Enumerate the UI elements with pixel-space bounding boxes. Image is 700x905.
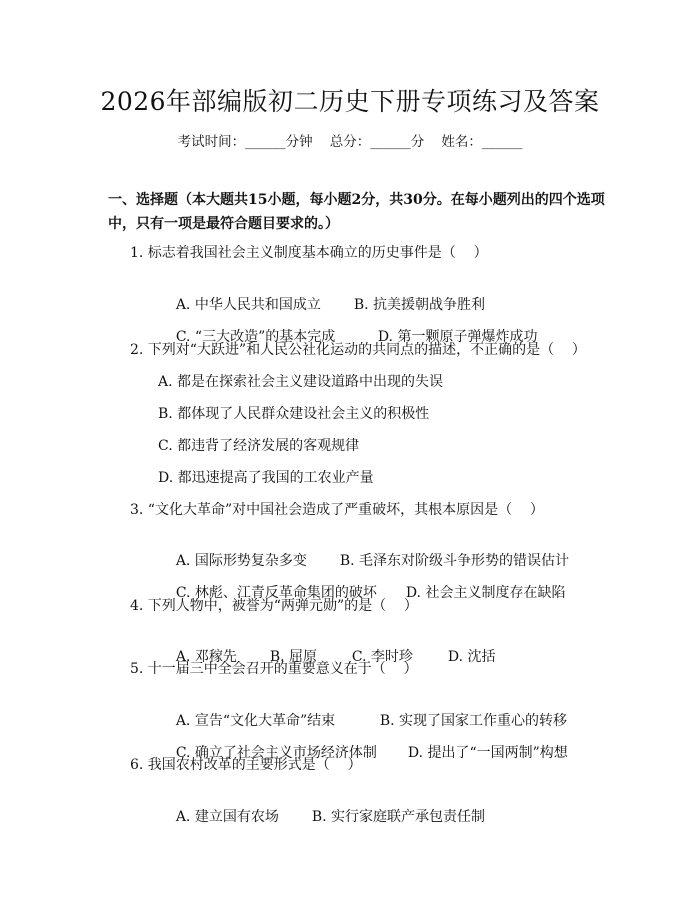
option-b[interactable]: B. 都体现了人民群众建设社会主义的积极性 [158, 406, 430, 422]
option-c[interactable]: C. “三大改造”的基本完成 [175, 329, 336, 345]
option-d[interactable]: D. 沈括 [447, 649, 496, 665]
question-stem: 6. 我国农村改革的主要形式是（ ） [130, 757, 362, 773]
option-b[interactable]: B. 抗美援朝战争胜利 [353, 297, 486, 313]
option-c[interactable]: C. 都违背了经济发展的客观规律 [158, 438, 360, 454]
question-stem: 2. 下列对“大跃进”和人民公社化运动的共同点的描述，不正确的是（ ） [130, 342, 586, 358]
option-d[interactable]: D. 都迅速提高了我国的工农业产量 [158, 470, 374, 486]
option-a[interactable]: A. 中华人民共和国成立 [175, 297, 321, 313]
option-b[interactable]: B. 实现了国家工作重心的转移 [379, 713, 568, 729]
question-stem: 4. 下列人物中，被誉为“两弹元勋”的是（ ） [130, 598, 418, 614]
option-b[interactable]: B. 屈原 [269, 649, 318, 665]
question-stem: 1. 标志着我国社会主义制度基本确立的历史事件是（ ） [130, 245, 488, 261]
option-c[interactable]: C. 确立了社会主义市场经济体制 [175, 745, 377, 761]
option-a[interactable]: A. 建立国有农场 [175, 809, 279, 825]
option-d[interactable]: D. 第一颗原子弹爆炸成功 [377, 329, 538, 345]
option-d[interactable]: D. 提出了“一国两制”构想 [407, 745, 568, 761]
option-b[interactable]: B. 毛泽东对阶级斗争形势的错误估计 [339, 553, 570, 569]
question-stem: 5. 十一届三中全会召开的重要意义在于（ ） [130, 661, 418, 677]
question-stem: 3. “文化大革命”对中国社会造成了严重破坏，其根本原因是（ ） [130, 502, 544, 518]
exam-meta: 考试时间：______分钟 总分：______分 姓名：______ [177, 134, 523, 150]
option-a[interactable]: A. 都是在探索社会主义建设道路中出现的失误 [158, 374, 444, 390]
option-a[interactable]: A. 国际形势复杂多变 [175, 553, 307, 569]
option-a[interactable]: A. 邓稼先 [175, 649, 237, 665]
option-row [158, 787, 485, 847]
option-b[interactable]: B. 实行家庭联产承包责任制 [311, 809, 486, 825]
option-c[interactable]: C. 林彪、江青反革命集团的破坏 [175, 585, 377, 601]
option-d[interactable]: D. 社会主义制度存在缺陷 [405, 585, 566, 601]
option-c[interactable]: C. 李时珍 [351, 649, 413, 665]
option-a[interactable]: A. 宣告“文化大革命”结束 [175, 713, 336, 729]
page-title: 2026年部编版初二历史下册专项练习及答案 [100, 87, 600, 116]
section-heading: 一、选择题（本大题共15小题，每小题2分，共30分。在每小题列出的四个选项中，只有一项是最符合题目要求的。） [108, 192, 605, 232]
